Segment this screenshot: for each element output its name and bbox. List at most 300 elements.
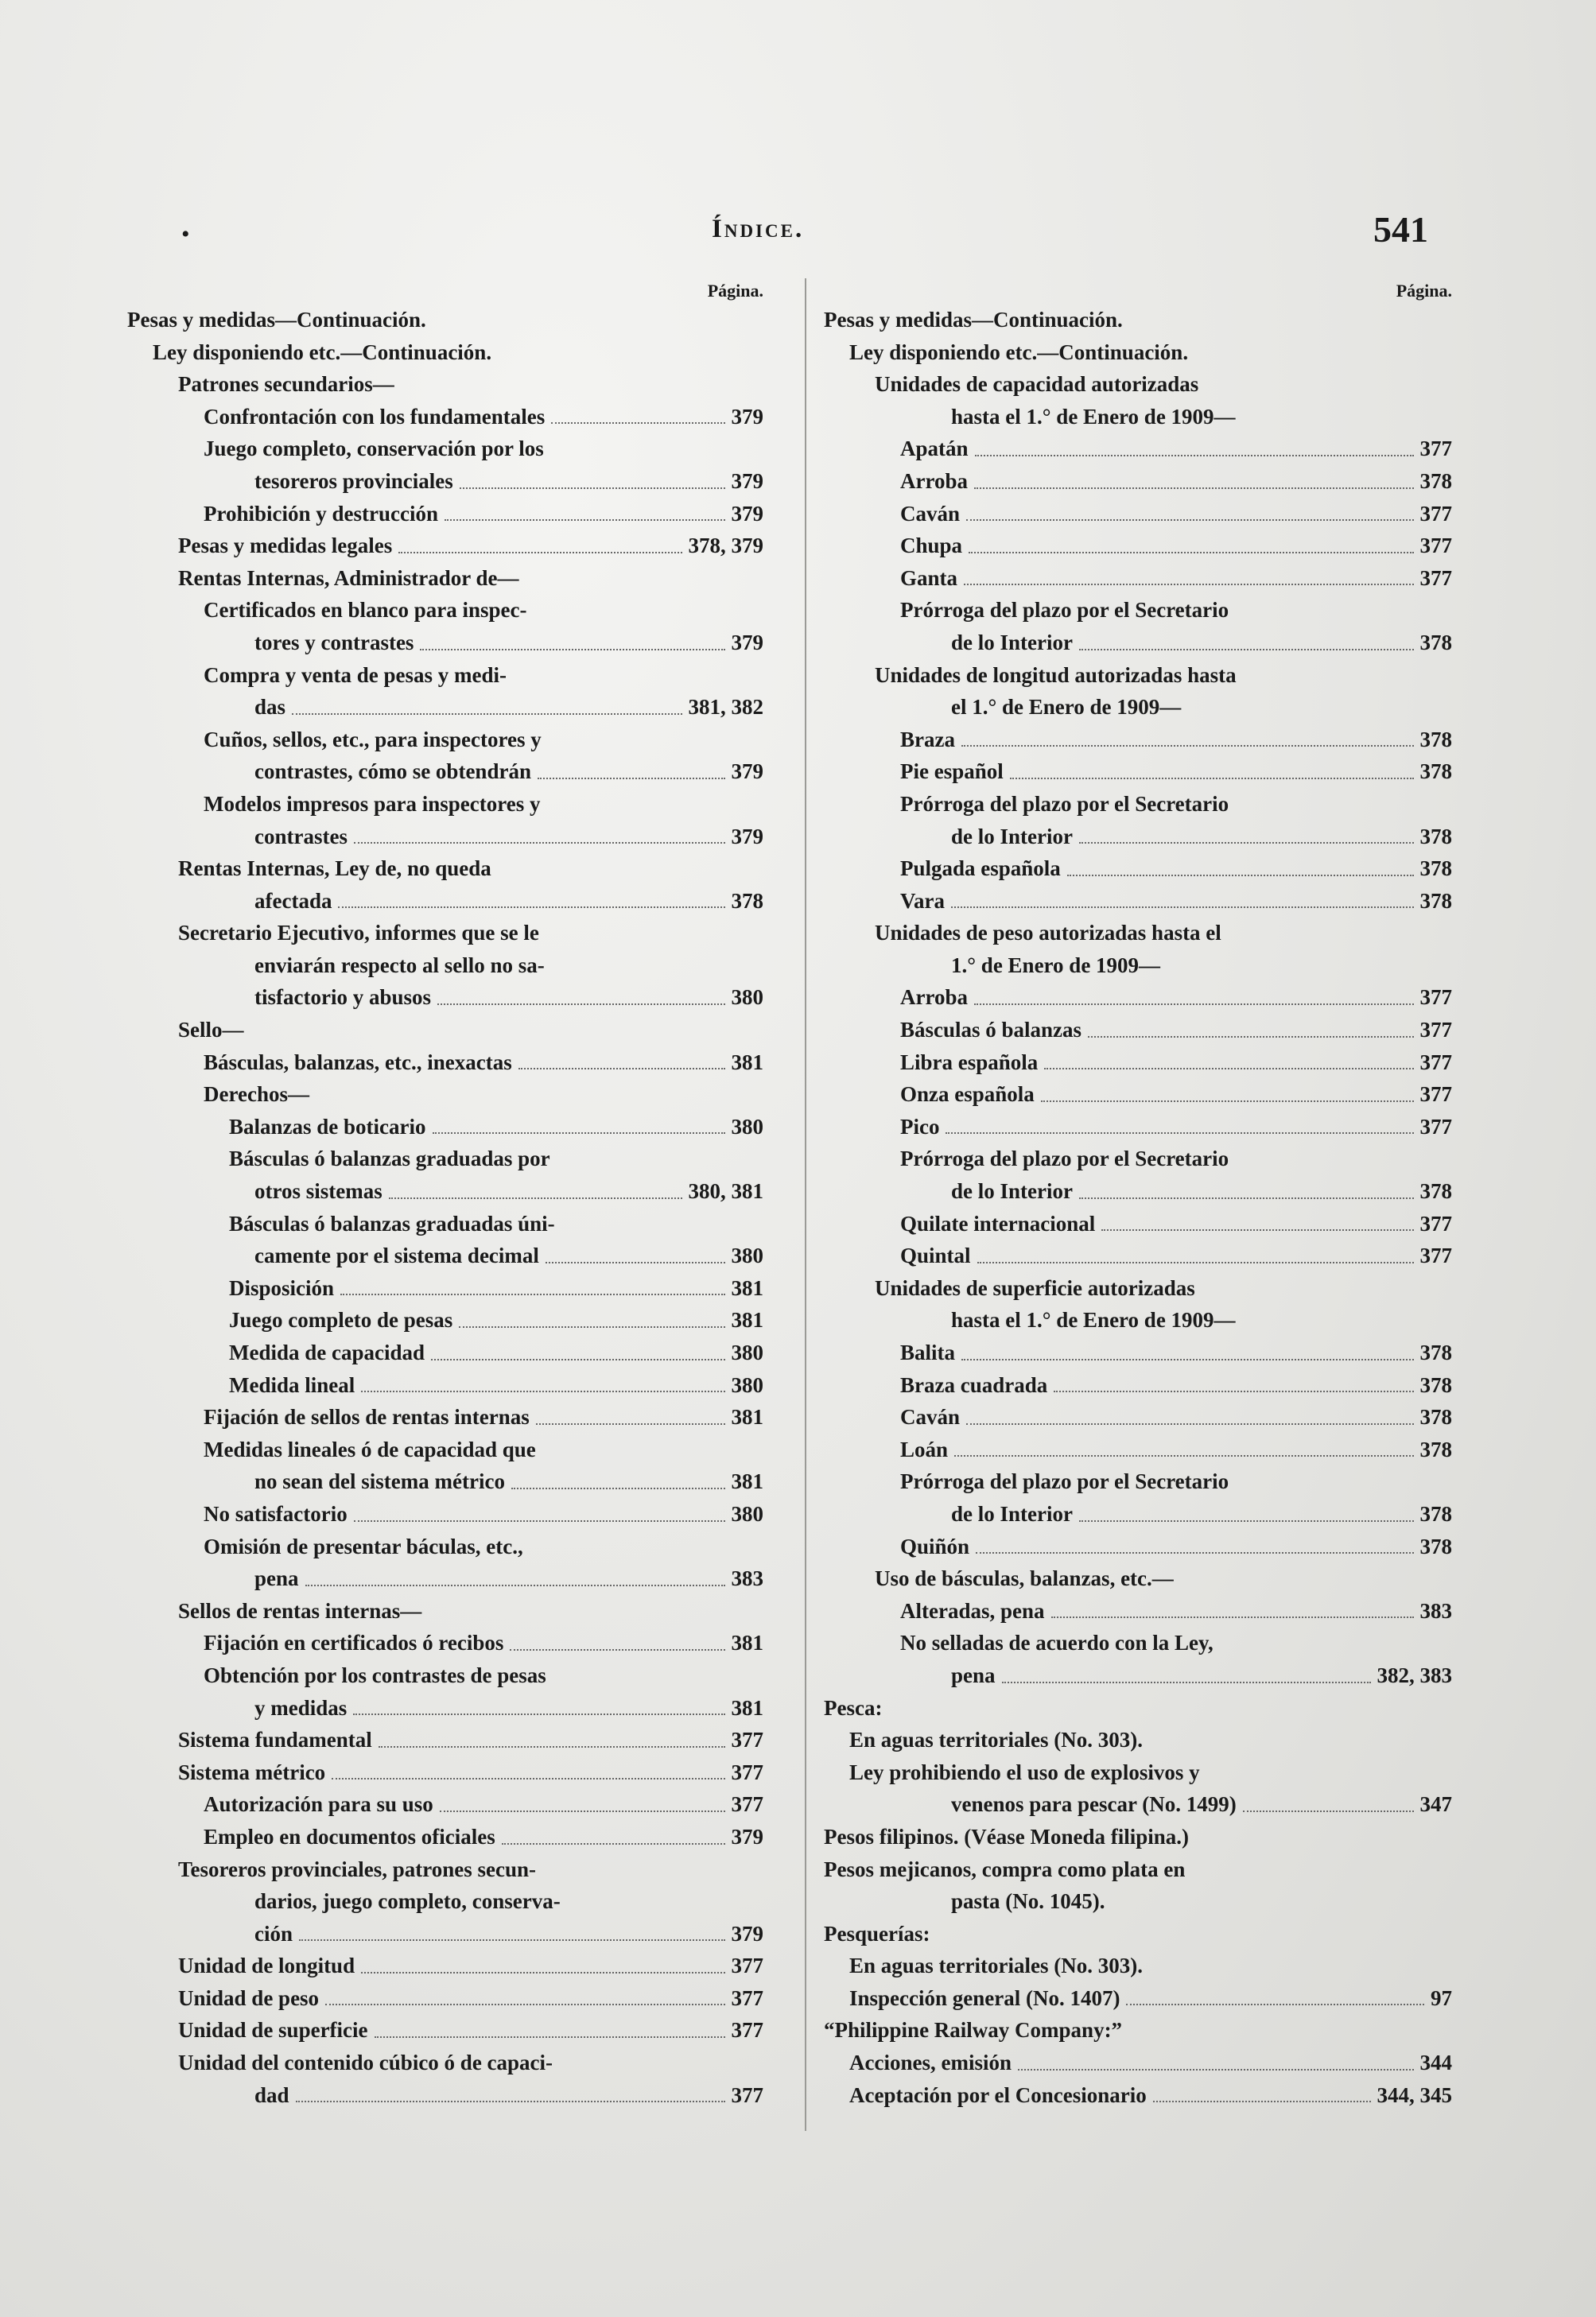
entry-text: “Philippine Railway Company:” xyxy=(824,2018,1123,2043)
entry-page-number: 381, 382 xyxy=(688,695,763,720)
entry-text: Acciones, emisión xyxy=(849,2051,1012,2075)
entry-text: Vara xyxy=(900,888,946,913)
entry-page-number: 379 xyxy=(731,501,763,526)
entry-text: Libra española xyxy=(900,1050,1039,1074)
entry-text: No satisfactorio xyxy=(204,1501,348,1526)
index-entry xyxy=(824,368,1452,401)
entry-text: tesoreros provinciales xyxy=(254,468,453,493)
entry-page-number: 378 xyxy=(1419,1179,1452,1204)
dot-leader xyxy=(546,1262,725,1263)
dot-leader xyxy=(502,1843,725,1845)
index-entry xyxy=(824,1853,1452,1886)
index-entry xyxy=(824,1078,1452,1111)
index-entry xyxy=(824,304,1452,336)
index-entry xyxy=(824,917,1452,949)
entry-page-number: 378 xyxy=(1419,888,1452,913)
entry-page-number: 344, 345 xyxy=(1377,2082,1452,2107)
entry-text: Medidas lineales ó de capacidad que xyxy=(204,1437,536,1461)
dot-leader xyxy=(1044,1068,1413,1069)
dot-leader xyxy=(1243,1811,1414,1812)
dot-leader xyxy=(511,1488,725,1489)
index-entry xyxy=(127,498,763,530)
entry-text: Chupa xyxy=(900,534,963,558)
dot-leader xyxy=(1079,1520,1414,1522)
dot-leader xyxy=(433,1132,725,1134)
index-entry xyxy=(824,821,1452,853)
dot-leader xyxy=(292,713,682,715)
entry-text: de lo Interior xyxy=(951,630,1073,654)
entry-text: Sello— xyxy=(178,1018,244,1042)
index-entry xyxy=(127,1337,763,1369)
entry-text: y medidas xyxy=(254,1695,348,1720)
entry-page-number: 378 xyxy=(1419,1341,1452,1364)
entry-page-number: 379 xyxy=(731,404,763,429)
index-entry xyxy=(127,1175,763,1208)
index-entry xyxy=(824,498,1452,530)
entry-text: Caván xyxy=(900,1405,961,1430)
index-entry xyxy=(824,1595,1452,1628)
entry-text: Onza española xyxy=(900,1082,1035,1107)
dot-leader xyxy=(361,1391,724,1392)
entry-text: Disposición xyxy=(229,1275,335,1300)
dot-leader xyxy=(946,1132,1413,1134)
entry-text: de lo Interior xyxy=(951,1179,1073,1204)
dot-leader xyxy=(969,552,1413,553)
entry-text: Unidades de superficie autorizadas xyxy=(875,1275,1195,1300)
dot-leader xyxy=(1067,875,1414,876)
entry-text: Unidad de peso xyxy=(178,1985,320,2010)
entry-text: Obtención por los contrastes de pesas xyxy=(204,1663,546,1687)
dot-leader xyxy=(966,519,1413,521)
column-divider xyxy=(805,278,806,2131)
entry-text: Medida de capacidad xyxy=(229,1341,425,1364)
index-entry xyxy=(127,433,763,465)
dot-leader xyxy=(296,2101,725,2102)
index-entry xyxy=(127,1240,763,1272)
entry-text: Uso de básculas, balanzas, etc.— xyxy=(875,1566,1174,1591)
page-title: Índice. xyxy=(712,215,805,243)
index-entry xyxy=(127,1111,763,1143)
entry-text: Tesoreros provinciales, patrones secun- xyxy=(178,1857,537,1881)
entry-text: Patrones secundarios— xyxy=(178,372,394,397)
entry-text: venenos para pescar (No. 1499) xyxy=(951,1792,1237,1817)
entry-text: Quiñón xyxy=(900,1534,970,1558)
index-entry xyxy=(824,852,1452,885)
dot-leader xyxy=(961,745,1414,747)
entry-text: En aguas territoriales (No. 303). xyxy=(849,1728,1143,1752)
index-entry xyxy=(824,2047,1452,2079)
index-entry xyxy=(824,1175,1452,1208)
entry-page-number: 377 xyxy=(1419,1244,1452,1268)
entry-page-number: 379 xyxy=(731,824,763,848)
entry-page-number: 377 xyxy=(1419,1082,1452,1107)
index-entry xyxy=(127,368,763,401)
dot-leader xyxy=(375,2036,725,2038)
entry-text: de lo Interior xyxy=(951,824,1073,848)
index-entry xyxy=(127,1756,763,1789)
entry-text: No selladas de acuerdo con la Ley, xyxy=(900,1631,1214,1655)
entry-text: 1.° de Enero de 1909— xyxy=(951,953,1161,977)
index-entry xyxy=(824,1111,1452,1143)
entry-page-number: 380 xyxy=(731,1114,763,1139)
entry-text: Unidad de longitud xyxy=(178,1954,355,1978)
index-entry xyxy=(824,1337,1452,1369)
index-entry xyxy=(127,1272,763,1305)
index-entry xyxy=(127,1014,763,1046)
index-entry xyxy=(127,1982,763,2015)
index-entry xyxy=(824,1208,1452,1240)
entry-text: darios, juego completo, conserva- xyxy=(254,1889,561,1914)
dot-leader xyxy=(1018,2069,1414,2071)
index-entry xyxy=(824,981,1452,1014)
dot-leader xyxy=(420,649,724,650)
entry-text: el 1.° de Enero de 1909— xyxy=(951,695,1182,720)
entry-page-number: 378 xyxy=(1419,1372,1452,1397)
entry-text: no sean del sistema métrico xyxy=(254,1469,505,1494)
index-entry xyxy=(127,627,763,659)
index-entry xyxy=(127,1885,763,1918)
index-entry xyxy=(824,1950,1452,1982)
entry-page-number: 377 xyxy=(1419,1050,1452,1074)
index-entry xyxy=(127,1659,763,1692)
dot-leader xyxy=(332,1778,724,1779)
entry-text: Pesas y medidas—Continuación. xyxy=(824,308,1123,332)
entry-text: dad xyxy=(254,2082,289,2107)
entry-page-number: 380 xyxy=(731,985,763,1010)
dot-leader xyxy=(977,1262,1414,1263)
entry-text: Pesos filipinos. (Véase Moneda filipina.) xyxy=(824,1824,1190,1849)
dot-leader xyxy=(974,487,1414,489)
entry-text: Unidades de peso autorizadas hasta el xyxy=(875,921,1221,945)
index-entry xyxy=(824,1821,1452,1853)
entry-text: Básculas ó balanzas graduadas úni- xyxy=(229,1211,555,1236)
index-entry xyxy=(127,1304,763,1337)
entry-page-number: 379 xyxy=(731,630,763,654)
index-entry xyxy=(824,2014,1452,2047)
index-entry xyxy=(824,1659,1452,1692)
index-entry xyxy=(127,1562,763,1595)
index-entry xyxy=(824,401,1452,433)
entry-text: pena xyxy=(951,1663,996,1687)
index-entry xyxy=(824,1982,1452,2015)
index-entry xyxy=(824,594,1452,627)
dot-leader xyxy=(354,1520,725,1522)
index-entry xyxy=(127,659,763,692)
entry-page-number: 377 xyxy=(731,1985,763,2010)
entry-page-number: 377 xyxy=(731,1954,763,1978)
entry-text: Quintal xyxy=(900,1244,971,1268)
dot-leader xyxy=(536,1423,725,1425)
entry-page-number: 380 xyxy=(731,1372,763,1397)
entries-left xyxy=(127,304,763,2111)
index-entry xyxy=(127,1627,763,1659)
index-entry xyxy=(127,336,763,369)
index-entry xyxy=(824,788,1452,821)
entry-text: Confrontación con los fundamentales xyxy=(204,404,546,429)
index-entry xyxy=(127,1401,763,1434)
index-entry xyxy=(824,949,1452,982)
dot-leader xyxy=(460,487,725,489)
entry-text: pasta (No. 1045). xyxy=(951,1889,1105,1914)
entry-page-number: 381 xyxy=(731,1695,763,1720)
dot-leader xyxy=(1010,778,1414,779)
index-entry xyxy=(824,1272,1452,1305)
entry-page-number: 377 xyxy=(1419,1114,1452,1139)
entry-text: Arroba xyxy=(900,468,968,493)
entry-text: Balanzas de boticario xyxy=(229,1114,426,1139)
entry-text: Autorización para su uso xyxy=(204,1792,433,1817)
index-entry xyxy=(127,1078,763,1111)
dot-leader xyxy=(459,1326,724,1328)
entry-page-number: 379 xyxy=(731,468,763,493)
entry-text: otros sistemas xyxy=(254,1179,382,1204)
entry-text: Ganta xyxy=(900,565,958,590)
bullet-mark: • xyxy=(181,221,190,247)
entry-page-number: 381 xyxy=(731,1631,763,1655)
entries-right xyxy=(824,304,1452,2111)
index-entry xyxy=(824,1143,1452,1175)
entry-page-number: 378 xyxy=(1419,856,1452,881)
index-entry xyxy=(127,401,763,433)
index-entry xyxy=(127,1724,763,1756)
entry-text: Pesas y medidas—Continuación. xyxy=(127,308,426,332)
index-entry xyxy=(127,530,763,562)
entry-text: Ley prohibiendo el uso de explosivos y xyxy=(849,1760,1200,1784)
dot-leader xyxy=(338,906,724,908)
entry-text: Fijación de sellos de rentas internas xyxy=(204,1405,530,1430)
entry-text: Básculas ó balanzas graduadas por xyxy=(229,1147,550,1171)
entry-text: Pesas y medidas legales xyxy=(178,534,393,558)
entry-page-number: 379 xyxy=(731,1824,763,1849)
dot-leader xyxy=(961,1359,1413,1360)
index-entry xyxy=(824,1692,1452,1725)
index-entry xyxy=(824,659,1452,692)
index-entry xyxy=(824,1014,1452,1046)
entry-page-number: 378, 379 xyxy=(688,534,763,558)
page-number: 541 xyxy=(1373,209,1428,250)
dot-leader xyxy=(353,1713,724,1715)
index-entry xyxy=(127,852,763,885)
dot-leader xyxy=(340,1294,724,1295)
dot-leader xyxy=(1041,1100,1414,1102)
index-entry xyxy=(824,1369,1452,1402)
dot-leader xyxy=(445,519,724,521)
index-entry xyxy=(824,755,1452,788)
index-entry xyxy=(824,465,1452,498)
entry-text: Pesquerías: xyxy=(824,1921,930,1946)
dot-leader xyxy=(305,1585,725,1586)
dot-leader xyxy=(1079,842,1414,844)
index-entry xyxy=(127,1531,763,1563)
entry-page-number: 383 xyxy=(1419,1598,1452,1623)
index-entry xyxy=(824,1918,1452,1950)
index-entry xyxy=(127,1918,763,1950)
entry-text: Arroba xyxy=(900,985,968,1010)
index-entry xyxy=(824,2079,1452,2112)
pagina-label-right: Página. xyxy=(1396,281,1452,301)
index-entry xyxy=(127,885,763,918)
entry-text: Pulgada española xyxy=(900,856,1061,881)
dot-leader xyxy=(551,422,724,424)
entry-text: Juego completo de pesas xyxy=(229,1308,453,1333)
entry-text: Básculas, balanzas, etc., inexactas xyxy=(204,1050,512,1074)
dot-leader xyxy=(1088,1036,1413,1038)
index-entry xyxy=(127,1434,763,1466)
dot-leader xyxy=(538,778,725,779)
entry-text: Quilate internacional xyxy=(900,1211,1096,1236)
index-entry xyxy=(824,1465,1452,1498)
pagina-label-left: Página. xyxy=(707,281,763,301)
dot-leader xyxy=(398,552,682,553)
index-entry xyxy=(127,1788,763,1821)
entry-text: Alteradas, pena xyxy=(900,1598,1045,1623)
entry-text: Unidad de superficie xyxy=(178,2018,368,2043)
index-entry xyxy=(127,691,763,724)
index-entry xyxy=(127,594,763,627)
entry-text: afectada xyxy=(254,888,332,913)
entry-page-number: 383 xyxy=(731,1566,763,1591)
index-entry xyxy=(127,2014,763,2047)
entry-text: Empleo en documentos oficiales xyxy=(204,1824,495,1849)
index-entry xyxy=(127,562,763,595)
index-entry xyxy=(824,1756,1452,1789)
dot-leader xyxy=(951,906,1413,908)
entry-page-number: 380 xyxy=(731,1341,763,1364)
entry-text: Balita xyxy=(900,1341,956,1364)
index-entry xyxy=(824,1885,1452,1918)
index-entry xyxy=(127,1498,763,1531)
index-entry xyxy=(127,755,763,788)
entry-text: Sistema métrico xyxy=(178,1760,326,1784)
entry-page-number: 347 xyxy=(1419,1792,1452,1817)
entry-text: Cuños, sellos, etc., para inspectores y xyxy=(204,727,542,751)
entry-page-number: 377 xyxy=(731,1792,763,1817)
entry-page-number: 378 xyxy=(731,888,763,913)
dot-leader xyxy=(976,1552,1413,1554)
dot-leader xyxy=(975,455,1414,456)
entry-page-number: 377 xyxy=(1419,985,1452,1010)
entry-page-number: 380, 381 xyxy=(688,1179,763,1204)
entry-page-number: 381 xyxy=(731,1275,763,1300)
entry-page-number: 377 xyxy=(1419,534,1452,558)
entry-page-number: 378 xyxy=(1419,1501,1452,1526)
entry-page-number: 378 xyxy=(1419,759,1452,784)
index-entry xyxy=(824,1401,1452,1434)
entry-page-number: 377 xyxy=(1419,1211,1452,1236)
index-entry xyxy=(824,1046,1452,1079)
index-entry xyxy=(824,1304,1452,1337)
index-entry xyxy=(127,1046,763,1079)
dot-leader xyxy=(518,1068,725,1069)
dot-leader xyxy=(1153,2101,1371,2102)
dot-leader xyxy=(954,1455,1413,1457)
index-entry xyxy=(824,336,1452,369)
dot-leader xyxy=(1101,1229,1413,1231)
entry-text: pena xyxy=(254,1566,299,1591)
entry-page-number: 380 xyxy=(731,1501,763,1526)
dot-leader xyxy=(325,2004,724,2005)
entry-text: ción xyxy=(254,1921,293,1946)
index-entry xyxy=(127,2079,763,2112)
entry-text: Aceptación por el Concesionario xyxy=(849,2082,1147,2107)
entry-page-number: 378 xyxy=(1419,824,1452,848)
entry-text: Modelos impresos para inspectores y xyxy=(204,791,541,816)
entry-text: tores y contrastes xyxy=(254,630,414,654)
entry-text: contrastes xyxy=(254,824,348,848)
index-entry xyxy=(127,949,763,982)
index-entry xyxy=(127,1595,763,1628)
entry-page-number: 380 xyxy=(731,1244,763,1268)
dot-leader xyxy=(361,1972,724,1974)
entry-text: Fijación en certificados ó recibos xyxy=(204,1631,504,1655)
entry-text: Compra y venta de pesas y medi- xyxy=(204,662,507,687)
entry-text: Loán xyxy=(900,1437,949,1461)
entry-text: tisfactorio y abusos xyxy=(254,985,431,1010)
dot-leader xyxy=(1002,1682,1371,1683)
index-entry xyxy=(127,724,763,756)
index-entry xyxy=(824,691,1452,724)
index-entry xyxy=(127,465,763,498)
entry-text: enviarán respecto al sello no sa- xyxy=(254,953,545,977)
index-entry xyxy=(127,1853,763,1886)
entry-text: Prórroga del plazo por el Secretario xyxy=(900,1469,1229,1494)
index-entry xyxy=(824,1562,1452,1595)
entry-page-number: 382, 383 xyxy=(1377,1663,1452,1687)
index-entry xyxy=(824,1240,1452,1272)
entry-page-number: 381 xyxy=(731,1050,763,1074)
entry-text: Braza cuadrada xyxy=(900,1372,1048,1397)
index-entry xyxy=(824,627,1452,659)
index-column-right xyxy=(824,278,1452,2111)
entry-text: Sistema fundamental xyxy=(178,1728,372,1752)
index-entry xyxy=(824,1788,1452,1821)
entry-page-number: 97 xyxy=(1431,1985,1452,2010)
dot-leader xyxy=(431,1359,724,1360)
dot-leader xyxy=(966,1423,1413,1425)
entry-text: Unidades de capacidad autorizadas xyxy=(875,372,1199,397)
index-entry xyxy=(824,530,1452,562)
dot-leader xyxy=(1051,1616,1414,1618)
entry-page-number: 381 xyxy=(731,1405,763,1430)
index-entry xyxy=(824,1627,1452,1659)
entry-text: Omisión de presentar báculas, etc., xyxy=(204,1534,523,1558)
index-column-left xyxy=(127,278,763,2111)
entry-page-number: 377 xyxy=(1419,1018,1452,1042)
index-entry xyxy=(127,2047,763,2079)
dot-leader xyxy=(437,1003,725,1005)
entry-page-number: 381 xyxy=(731,1308,763,1333)
dot-leader xyxy=(1054,1391,1413,1392)
dot-leader xyxy=(440,1811,725,1812)
dot-leader xyxy=(299,1939,724,1941)
entry-page-number: 379 xyxy=(731,759,763,784)
entry-text: Rentas Internas, Ley de, no queda xyxy=(178,856,491,881)
index-entry xyxy=(127,1143,763,1175)
entry-text: Certificados en blanco para inspec- xyxy=(204,598,527,623)
index-entry xyxy=(824,433,1452,465)
dot-leader xyxy=(1079,649,1414,650)
entry-page-number: 378 xyxy=(1419,1534,1452,1558)
entry-page-number: 378 xyxy=(1419,630,1452,654)
entry-text: Prórroga del plazo por el Secretario xyxy=(900,598,1229,623)
entry-page-number: 378 xyxy=(1419,1437,1452,1461)
entry-text: Unidad del contenido cúbico ó de capaci- xyxy=(178,2051,553,2075)
entry-page-number: 378 xyxy=(1419,468,1452,493)
index-entry xyxy=(127,1465,763,1498)
entry-text: Básculas ó balanzas xyxy=(900,1018,1082,1042)
index-entry xyxy=(127,917,763,949)
dot-leader xyxy=(964,584,1413,585)
